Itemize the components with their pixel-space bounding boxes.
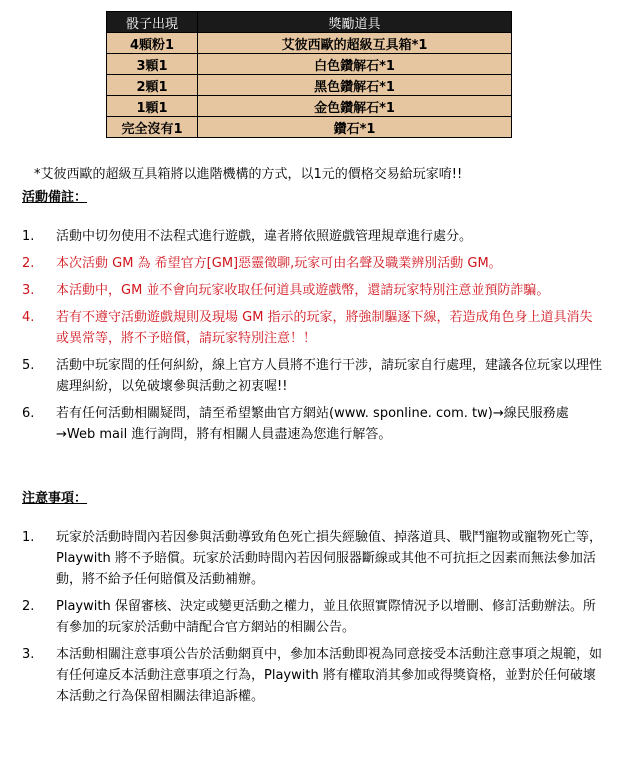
list-item-number: 2. <box>22 256 35 271</box>
reward-table <box>106 11 512 138</box>
list-item-text: 玩家於活動時間內若因參與活動導致角色死亡損失經驗值、掉落道具、戰鬥寵物或寵物死亡等，Playwith 將不予賠償。玩家於活動時間內若因伺服器斷線或其他不可抗拒之因素而無法參加活動，將不給予任何賠償及活動補辦。 <box>56 530 603 587</box>
list-item-number: 6. <box>22 406 35 421</box>
list-item-number: 1. <box>22 530 35 545</box>
list-item-text: 活動中玩家間的任何糾紛，線上官方人員將不進行干涉，請玩家自行處理，建議各位玩家以理性處理糾紛，以免破壞參與活動之初衷喔!! <box>56 358 603 394</box>
list-item-number: 4. <box>22 310 35 325</box>
list-item <box>22 527 602 590</box>
notes-section-title: 活動備註： <box>22 190 88 205</box>
notes-list <box>22 226 602 451</box>
list-item-number: 2. <box>22 599 35 614</box>
item-cell: 黑色鑽解石*1 <box>198 75 512 96</box>
list-item-number: 5. <box>22 358 35 373</box>
list-item-text: 若有不遵守活動遊戲規則及現場 GM 指示的玩家，將強制驅逐下線，若造成角色身上道具消失或異常等，將不予賠償，請玩家特別注意！！ <box>56 310 593 346</box>
dice-cell: 1顆1 <box>107 96 198 117</box>
list-item-number: 1. <box>22 229 35 244</box>
item-cell: 白色鑽解石*1 <box>198 54 512 75</box>
table-row <box>107 96 512 117</box>
list-item-text: 本活動中，GM 並不會向玩家收取任何道具或遊戲幣，還請玩家特別注意並預防詐騙。 <box>56 283 550 298</box>
table-row <box>107 33 512 54</box>
dice-cell: 3顆1 <box>107 54 198 75</box>
table-row <box>107 54 512 75</box>
list-item-text: 本活動相關注意事項公告於活動網頁中，參加本活動即視為同意接受本活動注意事項之規範，如有任何違反本活動注意事項之行為，Playwith 將有權取消其參加或得獎資格，並對於任何破壞本活動之行為保留相關法律追訴權。 <box>56 647 603 704</box>
table-row <box>107 117 512 138</box>
reward-footnote: *艾彼西歐的超級互具箱將以進階機構的方式，以1元的價格交易給玩家唷!! <box>34 167 463 182</box>
list-item <box>22 596 602 638</box>
list-item-text: 活動中切勿使用不法程式進行遊戲，違者將依照遊戲管理規章進行處分。 <box>56 229 473 244</box>
list-item <box>22 355 602 397</box>
dice-cell: 4顆粉1 <box>107 33 198 54</box>
list-item <box>22 226 602 247</box>
caution-section-title: 注意事項： <box>22 491 88 506</box>
list-item <box>22 403 602 445</box>
list-item-text: Playwith 保留審核、決定或變更活動之權力，並且依照實際情況予以增刪、修訂活動辦法。所有參加的玩家於活動中請配合官方網站的相關公告。 <box>56 599 596 635</box>
caution-list <box>22 527 602 713</box>
reward-table-header <box>107 12 512 33</box>
dice-cell: 完全沒有1 <box>107 117 198 138</box>
list-item <box>22 280 602 301</box>
list-item <box>22 644 602 707</box>
header-item: 獎勵道具 <box>198 12 512 33</box>
list-item-number: 3. <box>22 283 35 298</box>
list-item-text: 本次活動 GM 為 希望官方[GM]惡靈徵聊,玩家可由名聲及職業辨別活動 GM。 <box>56 256 502 271</box>
list-item-number: 3. <box>22 647 35 662</box>
dice-cell: 2顆1 <box>107 75 198 96</box>
list-item <box>22 253 602 274</box>
table-row <box>107 75 512 96</box>
item-cell: 鑽石*1 <box>198 117 512 138</box>
item-cell: 金色鑽解石*1 <box>198 96 512 117</box>
item-cell: 艾彼西歐的超級互具箱*1 <box>198 33 512 54</box>
list-item-text: 若有任何活動相關疑問，請至希望繁曲官方網站(www. sponline. com. tw)→線民服務處→Web mail 進行詢問，將有相關人員盡速為您進行解答。 <box>56 406 569 442</box>
header-dice: 骰子出現 <box>107 12 198 33</box>
list-item <box>22 307 602 349</box>
